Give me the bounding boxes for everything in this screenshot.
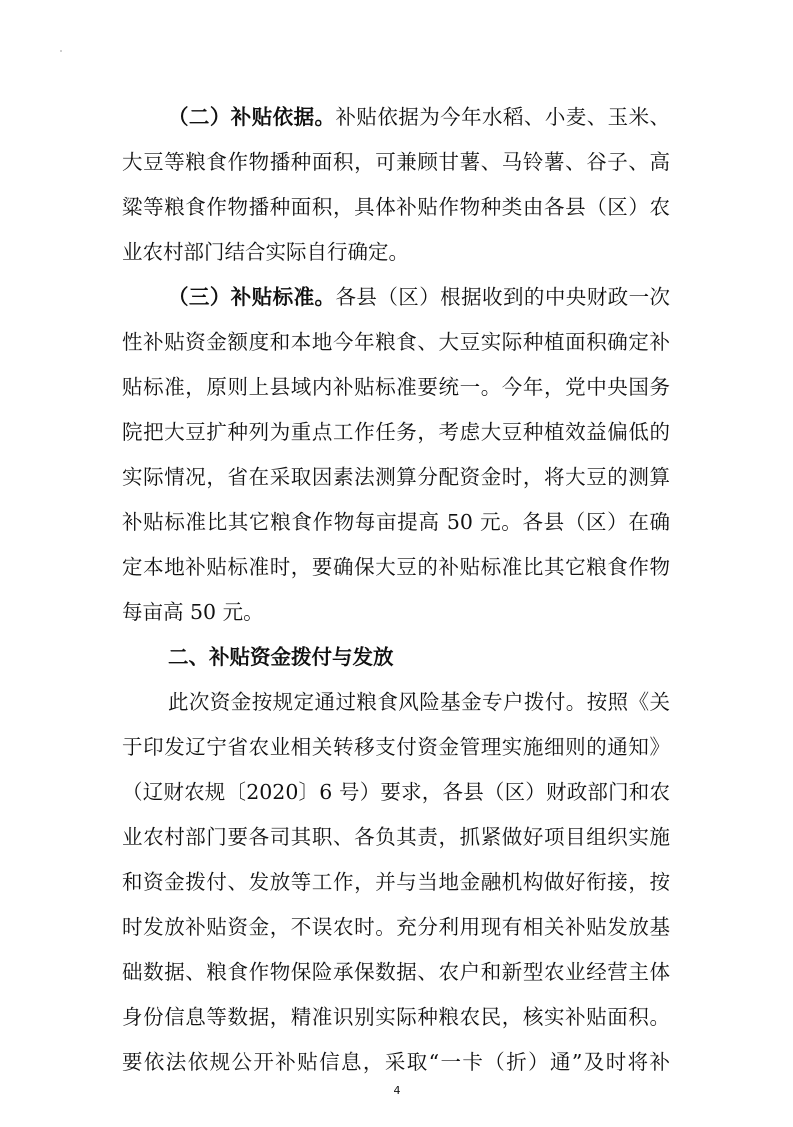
standard-line-5: 实际情况，省在采取因素法测算分配资金时，将大豆的测算	[122, 465, 670, 489]
basis-heading: （二）补贴依据。	[168, 105, 336, 129]
standard-line-1	[168, 283, 670, 313]
section-two-line-9: 要依法依规公开补贴信息，采取“一卡（折）通”及时将补	[122, 1050, 670, 1074]
standard-heading: （三）补贴标准。	[168, 285, 336, 309]
section-two-line-8: 身份信息等数据，精准识别实际种粮农民，核实补贴面积。	[122, 1005, 670, 1029]
standard-line-8: 每亩高 50 元。	[122, 600, 264, 624]
page-number: 4	[393, 1084, 401, 1097]
section-two-line-1: 此次资金按规定通过粮食风险基金专户拨付。按照《关	[168, 690, 670, 714]
basis-line-4: 业农村部门结合实际自行确定。	[122, 240, 409, 264]
basis-text-1: 补贴依据为今年水稻、小麦、玉米、	[335, 105, 670, 129]
standard-line-4: 院把大豆扩种列为重点工作任务，考虑大豆种植效益偏低的	[122, 420, 670, 444]
section-two-title: 二、补贴资金拨付与发放	[168, 645, 394, 669]
basis-line-1	[168, 103, 670, 133]
section-two-line-5: 和资金拨付、发放等工作，并与当地金融机构做好衔接，按	[122, 870, 670, 894]
section-two-line-4: 业农村部门要各司其职、各负其责，抓紧做好项目组织实施	[122, 825, 670, 849]
standard-line-2: 性补贴资金额度和本地今年粮食、大豆实际种植面积确定补	[122, 330, 670, 354]
basis-line-2: 大豆等粮食作物播种面积，可兼顾甘薯、马铃薯、谷子、高	[122, 150, 670, 174]
scan-speck	[60, 50, 62, 52]
section-two-line-7: 础数据、粮食作物保险承保数据、农户和新型农业经营主体	[122, 960, 670, 984]
section-two-line-2: 于印发辽宁省农业相关转移支付资金管理实施细则的通知》	[122, 735, 670, 759]
section-two-line-6: 时发放补贴资金，不误农时。充分利用现有相关补贴发放基	[122, 915, 670, 939]
standard-line-6: 补贴标准比其它粮食作物每亩提高 50 元。各县（区）在确	[122, 510, 670, 534]
section-two-line-3: （辽财农规〔2020〕6 号）要求，各县（区）财政部门和农	[122, 780, 670, 804]
standard-line-7: 定本地补贴标准时，要确保大豆的补贴标准比其它粮食作物	[122, 555, 670, 579]
standard-line-3: 贴标准，原则上县域内补贴标准要统一。今年，党中央国务	[122, 375, 670, 399]
basis-line-3: 粱等粮食作物播种面积，具体补贴作物种类由各县（区）农	[122, 195, 670, 219]
standard-text-1: 各县（区）根据收到的中央财政一次	[335, 285, 670, 309]
